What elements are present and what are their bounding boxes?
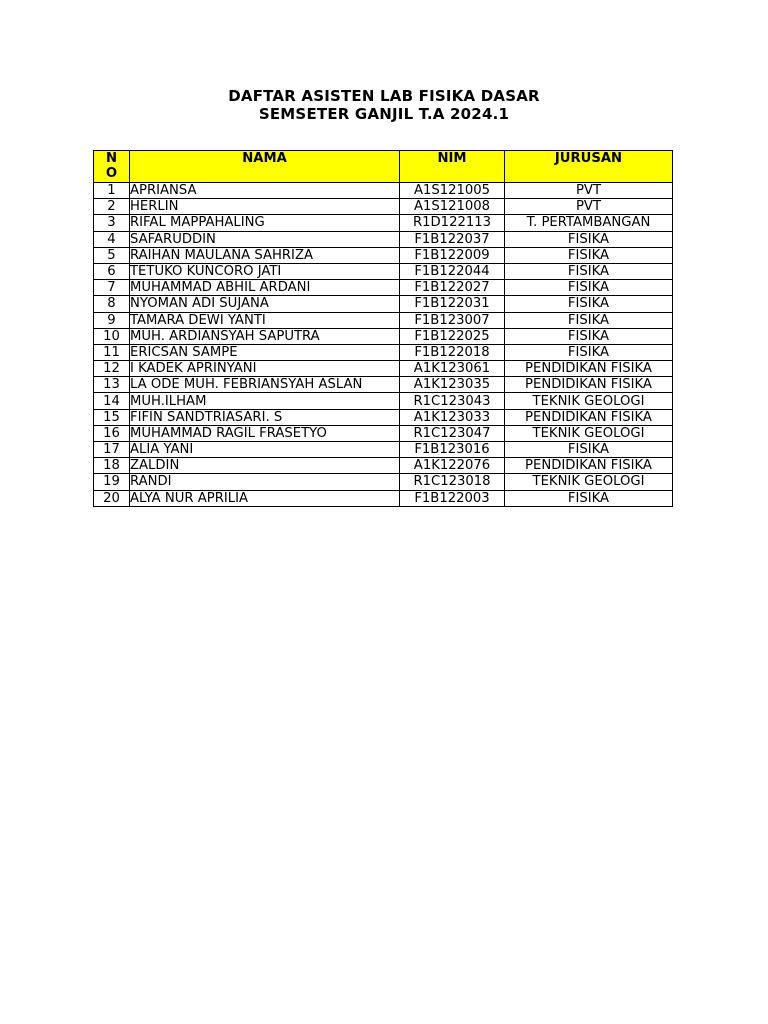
cell-nama: RAIHAN MAULANA SAHRIZA (130, 247, 400, 263)
cell-nama: I KADEK APRINYANI (130, 361, 400, 377)
cell-nim: R1C123047 (400, 425, 505, 441)
cell-jurusan: PENDIDIKAN FISIKA (505, 409, 673, 425)
cell-nim: A1K123061 (400, 361, 505, 377)
cell-no: 11 (94, 344, 130, 360)
cell-nama: MUHAMMAD ABHIL ARDANI (130, 280, 400, 296)
table-body (94, 183, 673, 507)
cell-nama: ERICSAN SAMPE (130, 344, 400, 360)
cell-no: 15 (94, 409, 130, 425)
cell-no: 13 (94, 377, 130, 393)
cell-jurusan: FISIKA (505, 442, 673, 458)
table-header (94, 151, 673, 183)
table-row (94, 296, 673, 312)
cell-jurusan: PENDIDIKAN FISIKA (505, 458, 673, 474)
cell-nama: ALYA NUR APRILIA (130, 490, 400, 506)
table-row (94, 377, 673, 393)
cell-no: 8 (94, 296, 130, 312)
cell-nama: MUH. ARDIANSYAH SAPUTRA (130, 328, 400, 344)
cell-no: 5 (94, 247, 130, 263)
cell-jurusan: PENDIDIKAN FISIKA (505, 361, 673, 377)
cell-jurusan: TEKNIK GEOLOGI (505, 393, 673, 409)
cell-nim: R1D122113 (400, 215, 505, 231)
table-row (94, 409, 673, 425)
cell-nama: ALIA YANI (130, 442, 400, 458)
cell-nim: F1B122025 (400, 328, 505, 344)
table-row (94, 425, 673, 441)
header-no-line-2: O (105, 166, 118, 181)
cell-nim: F1B122003 (400, 490, 505, 506)
document-title (0, 87, 768, 123)
table-row (94, 263, 673, 279)
cell-no: 9 (94, 312, 130, 328)
table-row (94, 458, 673, 474)
cell-nama: ZALDIN (130, 458, 400, 474)
cell-jurusan: FISIKA (505, 280, 673, 296)
cell-nim: F1B122027 (400, 280, 505, 296)
cell-nim: A1K123033 (400, 409, 505, 425)
table-row (94, 280, 673, 296)
cell-no: 19 (94, 474, 130, 490)
table-row (94, 490, 673, 506)
cell-nama: MUH.ILHAM (130, 393, 400, 409)
cell-nim: F1B123016 (400, 442, 505, 458)
cell-jurusan: FISIKA (505, 328, 673, 344)
cell-nama: APRIANSA (130, 183, 400, 199)
cell-no: 16 (94, 425, 130, 441)
cell-nim: F1B122031 (400, 296, 505, 312)
cell-no: 6 (94, 263, 130, 279)
cell-nim: F1B122009 (400, 247, 505, 263)
cell-no: 3 (94, 215, 130, 231)
cell-no: 14 (94, 393, 130, 409)
table-row (94, 231, 673, 247)
title-line-2: SEMSETER GANJIL T.A 2024.1 (258, 105, 510, 123)
cell-nim: F1B123007 (400, 312, 505, 328)
cell-nim: F1B122044 (400, 263, 505, 279)
table-row (94, 215, 673, 231)
cell-nama: RIFAL MAPPAHALING (130, 215, 400, 231)
table-row (94, 328, 673, 344)
table-row (94, 183, 673, 199)
cell-jurusan: FISIKA (505, 490, 673, 506)
cell-nim: A1K123035 (400, 377, 505, 393)
cell-no: 12 (94, 361, 130, 377)
cell-jurusan: PENDIDIKAN FISIKA (505, 377, 673, 393)
cell-no: 4 (94, 231, 130, 247)
table-row (94, 344, 673, 360)
cell-nim: R1C123043 (400, 393, 505, 409)
cell-nama: HERLIN (130, 199, 400, 215)
cell-nama: SAFARUDDIN (130, 231, 400, 247)
cell-nama: TETUKO KUNCORO JATI (130, 263, 400, 279)
cell-no: 7 (94, 280, 130, 296)
cell-no: 2 (94, 199, 130, 215)
cell-no: 18 (94, 458, 130, 474)
header-jurusan: JURUSAN (505, 151, 673, 183)
header-no-line-1: N (105, 151, 118, 166)
header-no (94, 151, 130, 183)
table-row (94, 312, 673, 328)
cell-nama: FIFIN SANDTRIASARI. S (130, 409, 400, 425)
cell-jurusan: PVT (505, 199, 673, 215)
cell-nim: F1B122037 (400, 231, 505, 247)
cell-no: 20 (94, 490, 130, 506)
cell-nama: TAMARA DEWI YANTI (130, 312, 400, 328)
cell-nim: F1B122018 (400, 344, 505, 360)
cell-jurusan: PVT (505, 183, 673, 199)
cell-jurusan: T. PERTAMBANGAN (505, 215, 673, 231)
cell-jurusan: FISIKA (505, 344, 673, 360)
cell-jurusan: FISIKA (505, 312, 673, 328)
cell-nim: A1S121005 (400, 183, 505, 199)
cell-jurusan: FISIKA (505, 296, 673, 312)
table-row (94, 393, 673, 409)
cell-nama: MUHAMMAD RAGIL FRASETYO (130, 425, 400, 441)
table-row (94, 442, 673, 458)
cell-no: 10 (94, 328, 130, 344)
cell-nim: A1K122076 (400, 458, 505, 474)
cell-nama: RANDI (130, 474, 400, 490)
header-row (94, 151, 673, 183)
cell-nama: NYOMAN ADI SUJANA (130, 296, 400, 312)
table-row (94, 247, 673, 263)
cell-jurusan: FISIKA (505, 231, 673, 247)
cell-nama: LA ODE MUH. FEBRIANSYAH ASLAN (130, 377, 400, 393)
cell-no: 17 (94, 442, 130, 458)
cell-no: 1 (94, 183, 130, 199)
cell-jurusan: TEKNIK GEOLOGI (505, 425, 673, 441)
cell-nim: A1S121008 (400, 199, 505, 215)
cell-nim: R1C123018 (400, 474, 505, 490)
title-line-1: DAFTAR ASISTEN LAB FISIKA DASAR (228, 87, 540, 105)
header-nama: NAMA (130, 151, 400, 183)
assistant-table (93, 150, 673, 507)
table-row (94, 474, 673, 490)
cell-jurusan: FISIKA (505, 247, 673, 263)
header-nim: NIM (400, 151, 505, 183)
cell-jurusan: FISIKA (505, 263, 673, 279)
table-row (94, 199, 673, 215)
cell-jurusan: TEKNIK GEOLOGI (505, 474, 673, 490)
table-row (94, 361, 673, 377)
